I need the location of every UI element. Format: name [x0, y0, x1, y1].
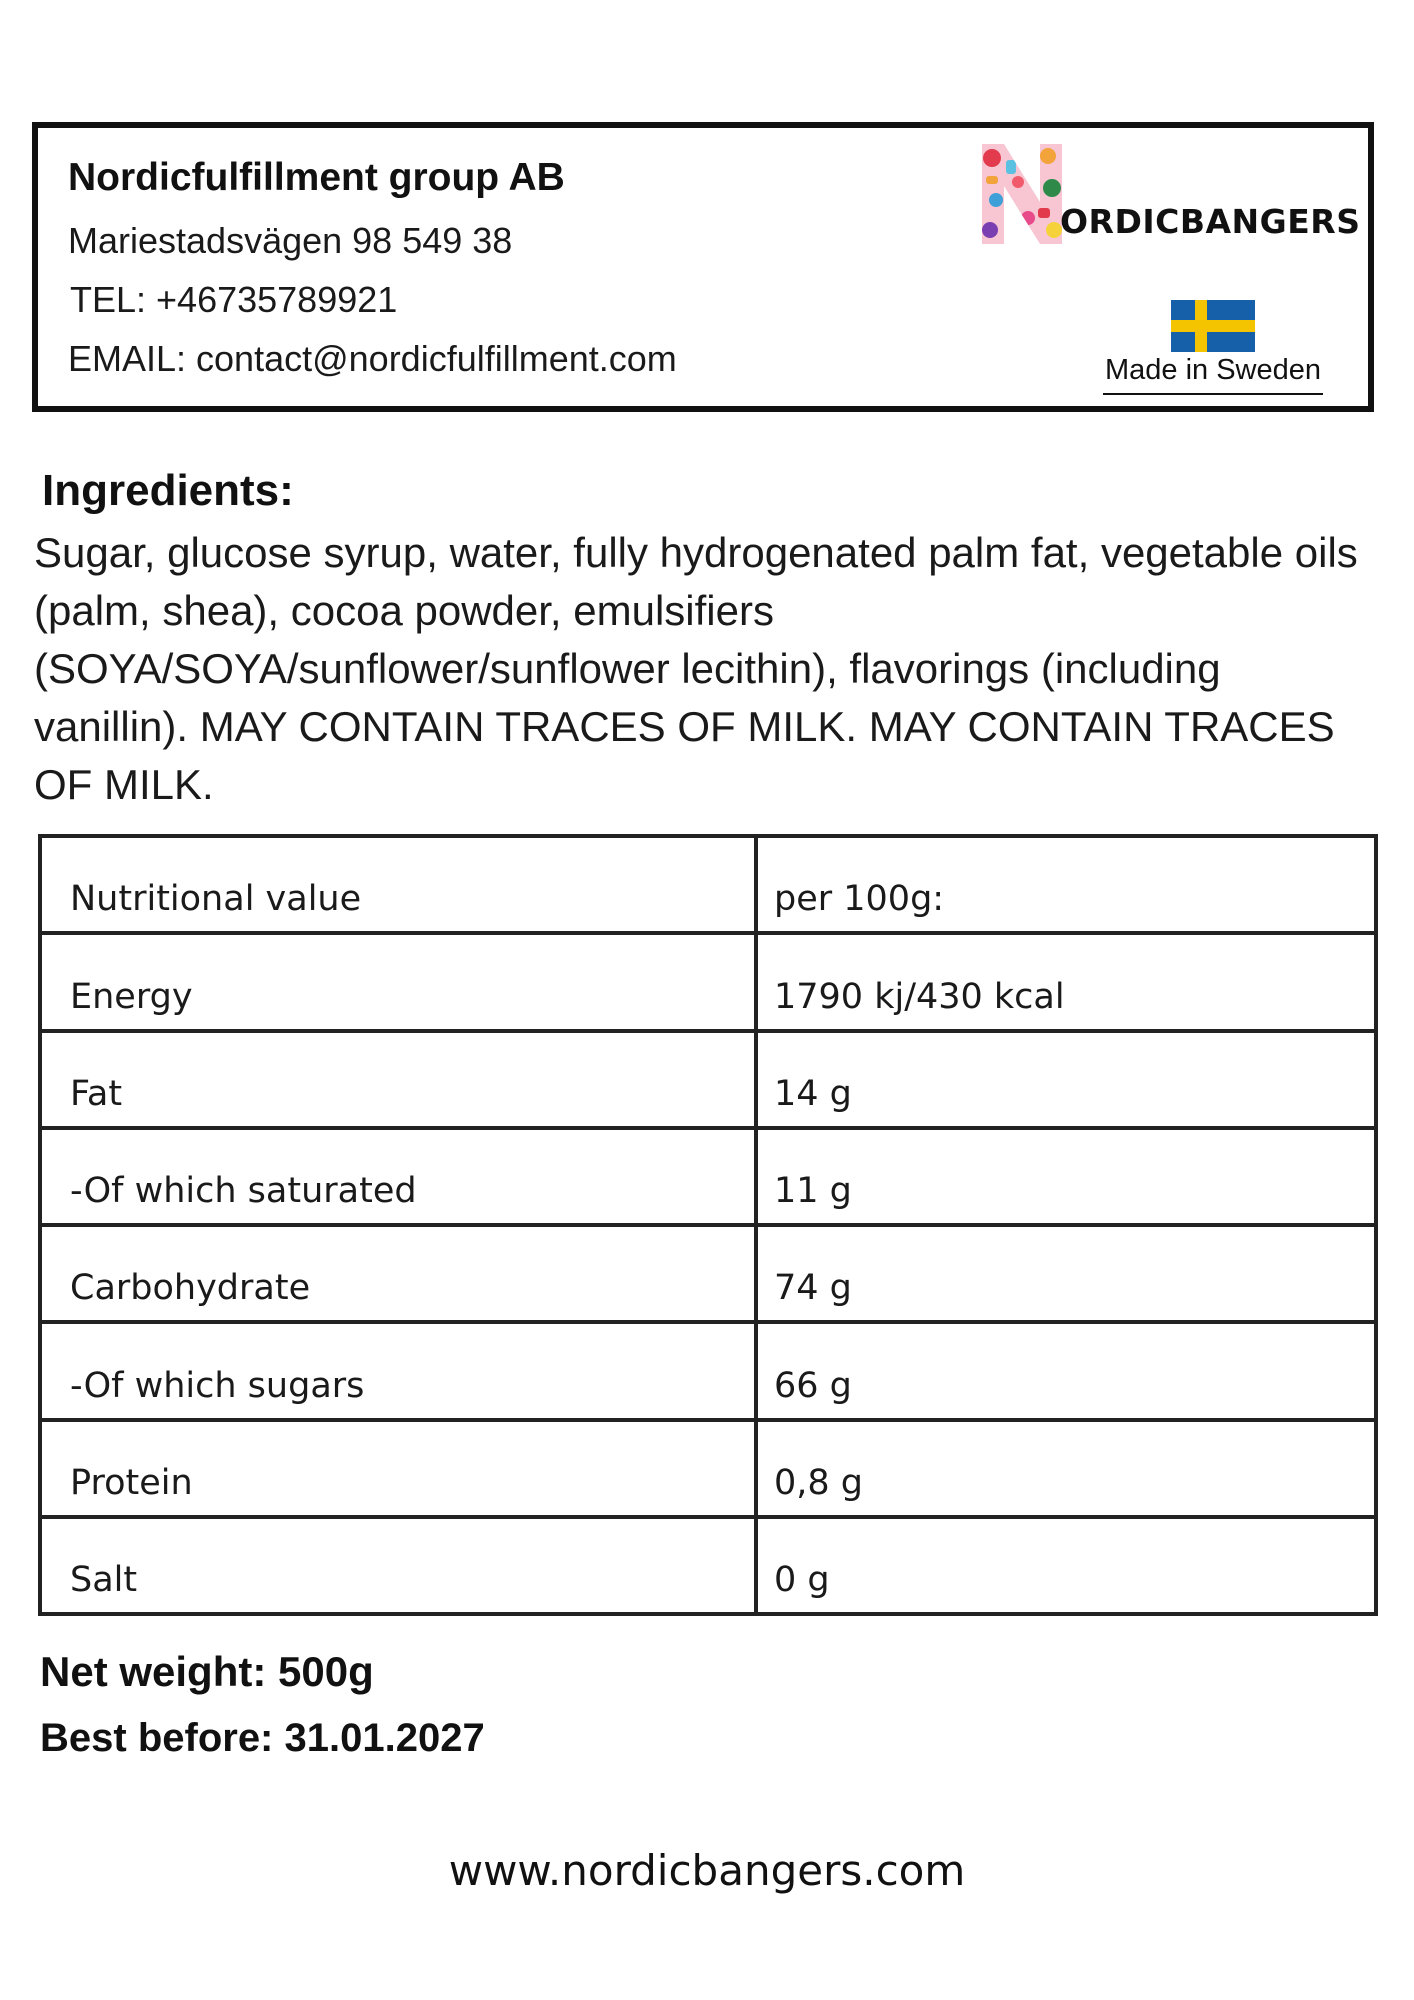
best-before-date: Best before: 31.01.2027	[40, 1716, 485, 1760]
candy-letter-n-icon	[978, 144, 1066, 244]
nutrient-label: -Of which sugars	[40, 1322, 756, 1419]
table-row	[40, 1420, 1376, 1517]
nutrient-label: Fat	[40, 1031, 756, 1128]
table-row	[40, 933, 1376, 1030]
company-email: EMAIL: contact@nordicfulfillment.com	[68, 338, 677, 379]
ingredients-text: Sugar, glucose syrup, water, fully hydrogenated palm fat, vegetable oils (palm, shea), cocoa powder, emulsifiers (SOYA/SOYA/sunflower/sunflower lecithin), flavorings (including vanillin). MAY CONTAIN TRACES OF MILK. MAY CONTAIN TRACES OF MILK.	[34, 529, 1358, 808]
nutrition-table	[38, 834, 1378, 1616]
nordicbangers-logo	[978, 144, 1361, 250]
nutrient-label: -Of which saturated	[40, 1128, 756, 1225]
ingredients-heading: Ingredients:	[42, 466, 294, 515]
table-row	[40, 1128, 1376, 1225]
table-row	[40, 1225, 1376, 1322]
nutrient-value: 74 g	[756, 1225, 1376, 1322]
nutrition-header-label: Nutritional value	[40, 836, 756, 933]
company-info-box	[32, 122, 1374, 412]
nutrition-header-value: per 100g:	[756, 836, 1376, 933]
nutrient-value: 0,8 g	[756, 1420, 1376, 1517]
nutrient-value: 11 g	[756, 1128, 1376, 1225]
net-weight: Net weight: 500g	[40, 1648, 374, 1695]
website-url: www.nordicbangers.com	[448, 1846, 966, 1895]
company-phone: TEL: +46735789921	[70, 279, 398, 320]
nutrient-value: 66 g	[756, 1322, 1376, 1419]
made-in-label: Made in Sweden	[1103, 354, 1323, 395]
nutrient-label: Salt	[40, 1517, 756, 1614]
sweden-flag-icon	[1171, 300, 1255, 352]
logo-text: ORDICBANGERS	[1060, 202, 1361, 241]
table-row	[40, 1031, 1376, 1128]
nutrient-label: Carbohydrate	[40, 1225, 756, 1322]
nutrient-label: Energy	[40, 933, 756, 1030]
company-name: Nordicfulfillment group AB	[68, 156, 565, 199]
nutrient-label: Protein	[40, 1420, 756, 1517]
table-header-row	[40, 836, 1376, 933]
table-row	[40, 1517, 1376, 1614]
company-address: Mariestadsvägen 98 549 38	[68, 220, 513, 261]
nutrient-value: 1790 kj/430 kcal	[756, 933, 1376, 1030]
nutrient-value: 14 g	[756, 1031, 1376, 1128]
nutrient-value: 0 g	[756, 1517, 1376, 1614]
table-row	[40, 1322, 1376, 1419]
